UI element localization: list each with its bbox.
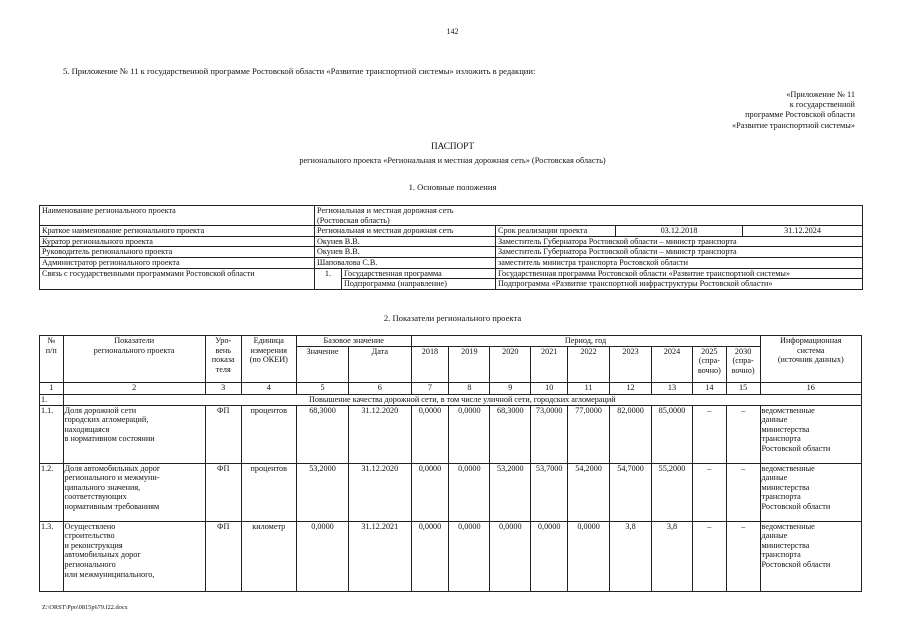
year-value: 0,0000 <box>411 405 449 463</box>
link-subprogram-label: Подпрограмма (направление) <box>342 279 496 290</box>
indicator-name <box>63 463 205 521</box>
row-number: 1.2. <box>40 463 64 521</box>
head-label: Руководитель регионального проекта <box>40 247 315 258</box>
year-header: 2023 <box>610 346 652 382</box>
base-value: 68,3000 <box>296 405 348 463</box>
indicator-name-line: и реконструкция <box>64 540 123 550</box>
value-2030: – <box>726 521 760 591</box>
section2-title: 2. Показатели регионального проекта <box>383 313 522 323</box>
column-number: 15 <box>726 382 760 394</box>
indicator-name-line: регионального <box>64 559 116 569</box>
indicators-table <box>39 335 862 592</box>
year-value: 0,0000 <box>449 521 490 591</box>
col-unit-header: Единица измерения (по ОКЕИ) <box>241 336 296 383</box>
indicator-name-line: в нормативном состоянии <box>64 434 155 444</box>
appendix-note <box>655 90 855 131</box>
base-value: 53,2000 <box>296 463 348 521</box>
indicator-unit: процентов <box>241 463 296 521</box>
period-header: Период, год <box>411 336 760 347</box>
curator-name: Окунев В.В. <box>315 236 496 247</box>
indicator-name-line: строительство <box>64 531 115 541</box>
year-value: 54,7000 <box>610 463 652 521</box>
link-num: 1. <box>315 268 342 289</box>
column-number: 13 <box>652 382 693 394</box>
base-value: 0,0000 <box>296 521 348 591</box>
column-number: 1 <box>40 382 64 394</box>
table-row <box>40 257 863 268</box>
year-value: 77,0000 <box>568 405 610 463</box>
page-number: 142 <box>446 27 459 36</box>
base-date: 31.12.2020 <box>349 405 411 463</box>
base-header: Базовое значение <box>296 336 411 347</box>
passport-subtitle: регионального проекта «Региональная и местная дорожная сеть» (Ростовская область) <box>299 156 606 165</box>
column-number: 6 <box>349 382 411 394</box>
term-start: 03.12.2018 <box>616 226 743 237</box>
base-date: 31.12.2020 <box>349 463 411 521</box>
info-source-line: ведомственные <box>761 463 815 473</box>
indicator-name-line: регионального и межмуни- <box>64 473 160 483</box>
link-label: Связь с государственными программами Ростовской области <box>40 268 315 289</box>
year-header: 2018 <box>411 346 449 382</box>
col-num-header: № п/п <box>40 336 64 383</box>
col-level-header: Уро- вень показа теля <box>205 336 241 383</box>
column-number: 16 <box>760 382 861 394</box>
year-value: 0,0000 <box>531 521 568 591</box>
column-number: 4 <box>241 382 296 394</box>
table-row <box>40 521 862 591</box>
indicator-unit: процентов <box>241 405 296 463</box>
info-source-line: Ростовской области <box>761 501 831 511</box>
value-2030: – <box>726 463 760 521</box>
group-number: 1. <box>40 394 64 405</box>
col-info-header: Информационная система (источник данных) <box>760 336 861 383</box>
admin-position: заместитель министра транспорта Ростовской области <box>496 257 863 268</box>
year-value: 0,0000 <box>449 405 490 463</box>
group-title: Повышение качества дорожной сети, в том числе уличной сети, городских агломераций <box>63 394 861 405</box>
info-source-line: министерства <box>761 482 810 492</box>
indicator-name-line: ципального значения, <box>64 482 141 492</box>
info-source-line: Ростовской области <box>761 443 831 453</box>
year-value: 3,8 <box>652 521 693 591</box>
indicator-name-line: нормативным требованиям <box>64 501 160 511</box>
curator-position: Заместитель Губернатора Ростовской области – министр транспорта <box>496 236 863 247</box>
value-2025: – <box>692 521 726 591</box>
table-row <box>40 405 862 463</box>
year-value: 85,0000 <box>652 405 693 463</box>
year-value: 82,0000 <box>610 405 652 463</box>
indicator-unit: километр <box>241 521 296 591</box>
year-value: 54,2000 <box>568 463 610 521</box>
column-number: 9 <box>490 382 531 394</box>
year-2025-header: 2025 (спра- вочно) <box>692 346 726 382</box>
col-name-header: Показатели регионального проекта <box>63 336 205 383</box>
link-program-value: Государственная программа Ростовской области «Развитие транспортной системы» <box>496 268 863 279</box>
indicator-name-line: городских агломераций, <box>64 415 149 425</box>
year-value: 53,7000 <box>531 463 568 521</box>
info-source <box>760 463 861 521</box>
appendix-line: программе Ростовской области <box>745 110 855 120</box>
year-header: 2021 <box>531 346 568 382</box>
year-value: 0,0000 <box>490 521 531 591</box>
year-value: 53,2000 <box>490 463 531 521</box>
admin-label: Администратор регионального проекта <box>40 257 315 268</box>
column-number: 8 <box>449 382 490 394</box>
value-2025: – <box>692 405 726 463</box>
table-row <box>40 463 862 521</box>
base-date-header: Дата <box>349 346 411 382</box>
term-label: Срок реализации проекта <box>496 226 616 237</box>
info-source-line: ведомственные <box>761 521 815 531</box>
footer-path: Z:\ORST\Ppo\0815p679.f22.docx <box>42 604 128 611</box>
year-header: 2019 <box>449 346 490 382</box>
indicator-name-line: или межмуниципального, <box>64 569 155 579</box>
column-number: 7 <box>411 382 449 394</box>
info-source-line: транспорта <box>761 550 801 560</box>
name-label: Наименование регионального проекта <box>40 206 315 226</box>
year-2030-header: 2030 (спра- вочно) <box>726 346 760 382</box>
column-number: 10 <box>531 382 568 394</box>
column-number: 3 <box>205 382 241 394</box>
base-date: 31.12.2021 <box>349 521 411 591</box>
link-program-label: Государственная программа <box>342 268 496 279</box>
indicator-level: ФП <box>205 521 241 591</box>
info-source-line: министерства <box>761 424 810 434</box>
info-source-line: данные <box>761 473 788 483</box>
basic-info-table <box>39 205 863 290</box>
year-header: 2020 <box>490 346 531 382</box>
info-source-line: ведомственные <box>761 405 815 415</box>
indicator-name-line: Доля дорожной сети <box>64 405 137 415</box>
short-name-value: Региональная и местная дорожная сеть <box>315 226 496 237</box>
value-2030: – <box>726 405 760 463</box>
info-source-line: министерства <box>761 540 810 550</box>
column-number: 2 <box>63 382 205 394</box>
indicator-name-line: Доля автомобильных дорог <box>64 463 161 473</box>
header-row <box>40 336 862 347</box>
appendix-line: «Приложение № 11 <box>786 90 855 99</box>
link-subprogram-value: Подпрограмма «Развитие транспортной инфраструктуры Ростовской области» <box>496 279 863 290</box>
head-position: Заместитель Губернатора Ростовской области – министр транспорта <box>496 247 863 258</box>
year-value: 68,3000 <box>490 405 531 463</box>
name-value: Региональная и местная дорожная сеть <box>315 206 863 216</box>
year-value: 0,0000 <box>411 521 449 591</box>
row-number: 1.3. <box>40 521 64 591</box>
year-value: 55,2000 <box>652 463 693 521</box>
column-number-row <box>40 382 862 394</box>
table-row <box>40 226 863 237</box>
table-row <box>40 268 863 279</box>
info-source-line: транспорта <box>761 492 801 502</box>
term-end: 31.12.2024 <box>743 226 863 237</box>
info-source <box>760 521 861 591</box>
indicator-name-line: автомобильных дорог <box>64 550 141 560</box>
column-number: 5 <box>296 382 348 394</box>
year-header: 2024 <box>652 346 693 382</box>
info-source-line: транспорта <box>761 434 801 444</box>
group-row <box>40 394 862 405</box>
info-source-line: данные <box>761 415 788 425</box>
indicator-level: ФП <box>205 405 241 463</box>
table-row <box>40 236 863 247</box>
appendix-line: к государственной <box>789 100 855 110</box>
indicator-name-line: Осуществлено <box>64 521 116 531</box>
column-number: 11 <box>568 382 610 394</box>
column-number: 14 <box>692 382 726 394</box>
indicator-name <box>63 521 205 591</box>
info-source <box>760 405 861 463</box>
info-source-line: данные <box>761 531 788 541</box>
table-row <box>40 206 863 216</box>
admin-name: Шаповалова С.В. <box>315 257 496 268</box>
name-value-2: (Ростовская область) <box>315 216 863 226</box>
year-value: 73,0000 <box>531 405 568 463</box>
head-name: Окунев В.В. <box>315 247 496 258</box>
base-value-header: Значение <box>296 346 348 382</box>
info-source-line: Ростовской области <box>761 559 831 569</box>
year-header: 2022 <box>568 346 610 382</box>
indicator-level: ФП <box>205 463 241 521</box>
column-number: 12 <box>610 382 652 394</box>
indicator-rows <box>40 405 862 591</box>
year-value: 3,8 <box>610 521 652 591</box>
year-value: 0,0000 <box>449 463 490 521</box>
year-value: 0,0000 <box>411 463 449 521</box>
table-row <box>40 247 863 258</box>
curator-label: Куратор регионального проекта <box>40 236 315 247</box>
year-value: 0,0000 <box>568 521 610 591</box>
appendix-line: «Развитие транспортной системы» <box>731 120 855 130</box>
short-name-label: Краткое наименование регионального проекта <box>40 226 315 237</box>
passport-title: ПАСПОРТ <box>430 141 475 151</box>
intro-text: 5. Приложение № 11 к государственной программе Ростовской области «Развитие транспортной системы» изложить в редакции: <box>63 66 536 76</box>
indicator-name-line: соответствующих <box>64 492 127 502</box>
value-2025: – <box>692 463 726 521</box>
indicator-name-line: находящаяся <box>64 424 110 434</box>
indicator-name <box>63 405 205 463</box>
row-number: 1.1. <box>40 405 64 463</box>
section1-title: 1. Основные положения <box>408 182 497 192</box>
